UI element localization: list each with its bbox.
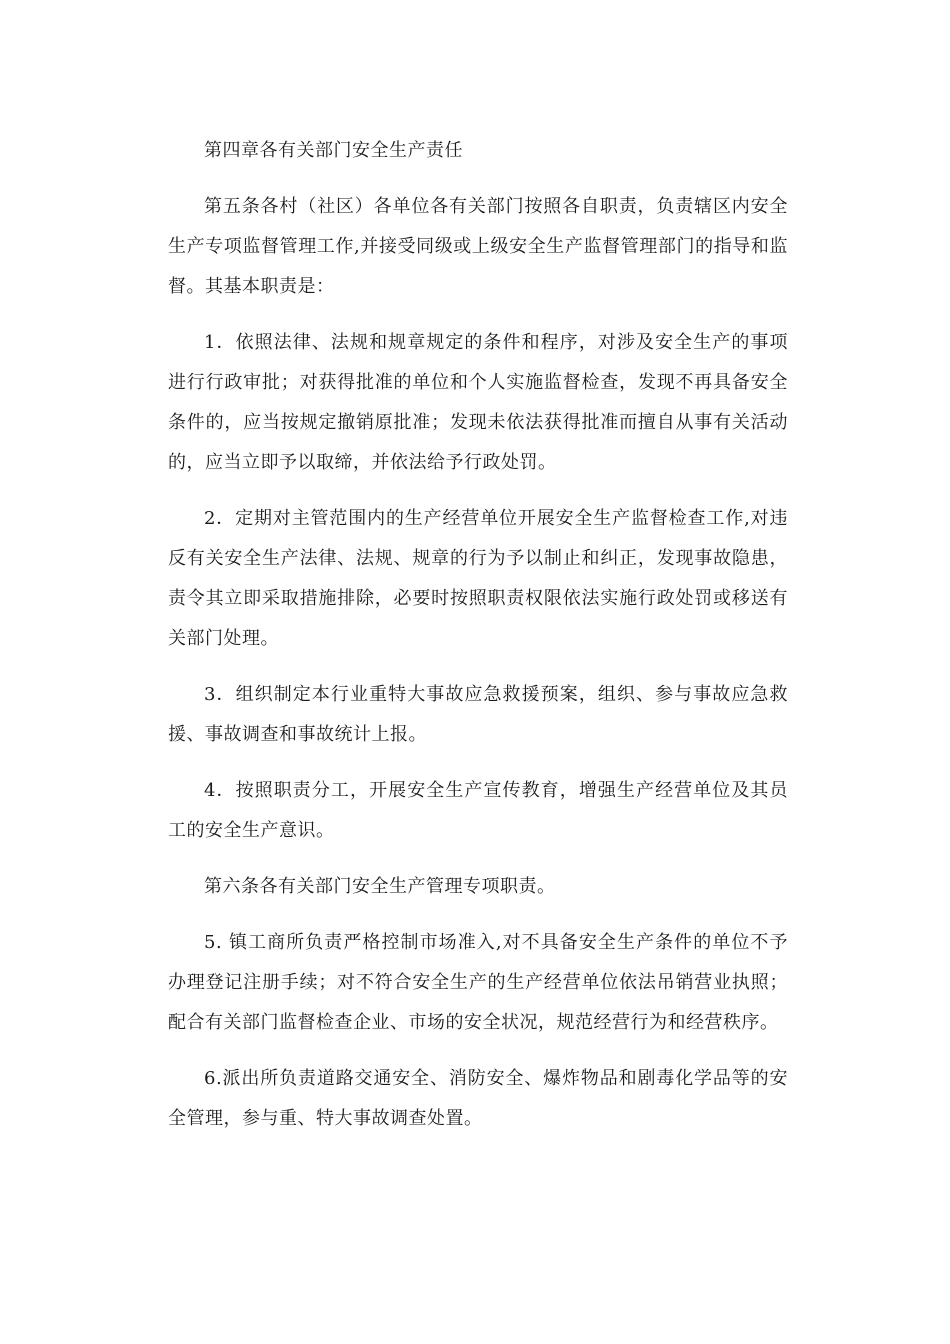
duty-item-1: 1．依照法律、法规和规章规定的条件和程序，对涉及安全生产的事项进行行政审批；对获得批准的单位和个人实施监督检查，发现不再具备安全条件的，应当按规定撤销原批准；发现未依法获得批准而擅自从事有关活动的，应当立即予以取缔，并依法给予行政处罚。 bbox=[168, 332, 788, 473]
duty-item-3: 3．组织制定本行业重特大事故应急救援预案，组织、参与事故应急救援、事故调查和事故统计上报。 bbox=[168, 684, 788, 745]
duty-item-6: 6.派出所负责道路交通安全、消防安全、爆炸物品和剧毒化学品等的安全管理，参与重、特大事故调查处置。 bbox=[168, 1068, 788, 1129]
duty-item-5: 5. 镇工商所负责严格控制市场准入,对不具备安全生产条件的单位不予办理登记注册手续；对不符合安全生产的生产经营单位依法吊销营业执照；配合有关部门监督检查企业、市场的安全状况，规范经营行为和经营秩序。 bbox=[168, 932, 788, 1033]
article-5-paragraph: 第五条各村（社区）各单位各有关部门按照各自职责，负责辖区内安全生产专项监督管理工作,并接受同级或上级安全生产监督管理部门的指导和监督。其基本职责是： bbox=[168, 196, 788, 297]
document-body bbox=[168, 131, 788, 1139]
article-6-heading: 第六条各有关部门安全生产管理专项职责。 bbox=[204, 876, 556, 897]
duty-item-4: 4．按照职责分工，开展安全生产宣传教育，增强生产经营单位及其员工的安全生产意识。 bbox=[168, 780, 788, 841]
duty-item-2: 2．定期对主管范围内的生产经营单位开展安全生产监督检查工作,对违反有关安全生产法律、法规、规章的行为予以制止和纠正，发现事故隐患，责令其立即采取措施排除，必要时按照职责权限依法实施行政处罚或移送有关部门处理。 bbox=[168, 508, 788, 649]
chapter-heading: 第四章各有关部门安全生产责任 bbox=[204, 140, 463, 161]
